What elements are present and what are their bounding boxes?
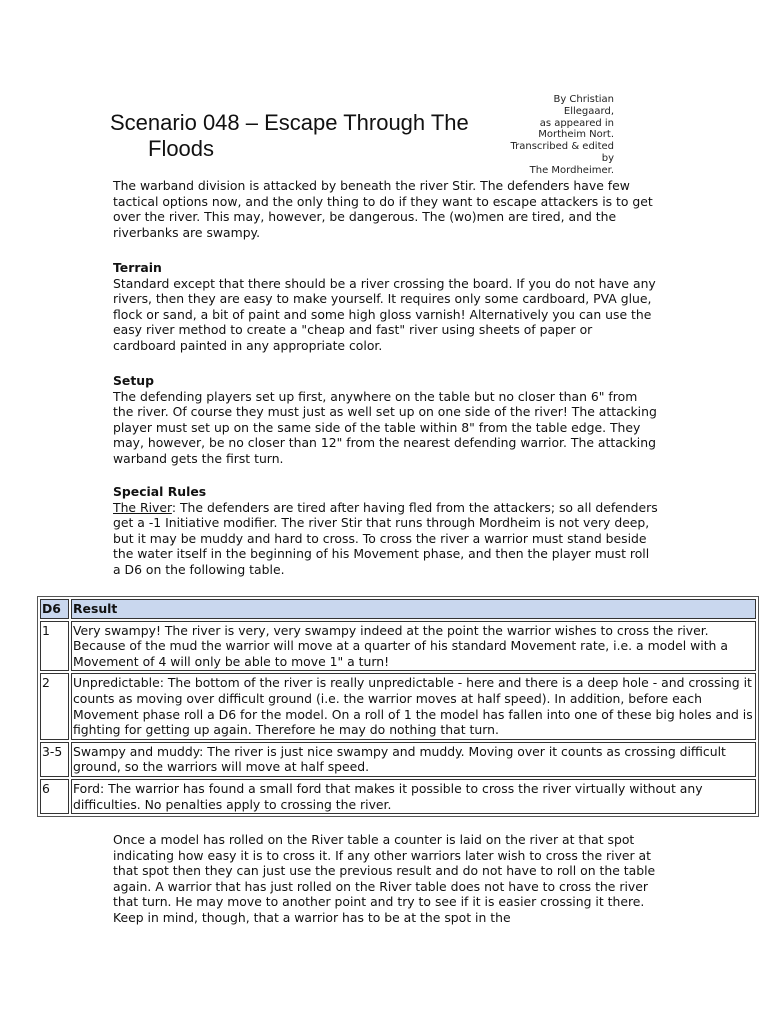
result-cell: Swampy and muddy: The river is just nice swampy and muddy. Moving over it counts as crossing difficult ground, so the warriors will move at half speed.: [71, 742, 756, 777]
table-row: [40, 673, 756, 739]
credit-line: as appeared in: [539, 117, 614, 129]
column-header-d6: D6: [40, 599, 69, 619]
special-rules-heading: Special Rules: [113, 484, 207, 499]
title-line-2: Floods: [148, 136, 215, 161]
intro-paragraph: The warband division is attacked by beneath the river Stir. The defenders have few tactical options now, and the only thing to do if they want to escape attackers is to get over the river. This may, however, be dangerous. The (wo)men are tired, and the riverbanks are swampy.: [113, 178, 653, 240]
closing-paragraph: Once a model has rolled on the River table a counter is laid on the river at that spot indicating how easy it is to cross it. If any other warriors later wish to cross the river at that spot then they can just use the previous result and do not have to roll on the table again. A warrior that has just rolled on the River table does not have to cross the river that turn. He may move to another point and try to see if it is easier crossing it there. Keep in mind, though, that a warrior has to be at the spot in the: [113, 832, 656, 925]
river-table-wrapper: [37, 596, 757, 817]
the-river-label: The River: [113, 499, 172, 515]
setup-heading: Setup: [113, 373, 154, 388]
special-rules-paragraph: [113, 500, 658, 578]
roll-cell: 2: [40, 673, 69, 739]
credit-line: Transcribed & edited: [510, 141, 614, 153]
title-line-1: Scenario 048 – Escape Through The: [110, 110, 469, 135]
setup-section: [113, 373, 658, 467]
table-header-row: [40, 599, 756, 619]
page-title: [110, 110, 510, 162]
river-table: [37, 596, 759, 817]
credit-line: Ellegaard,: [563, 105, 614, 117]
terrain-section: [113, 260, 658, 354]
closing-section: [113, 832, 658, 926]
credit-line: The Mordheimer.: [529, 164, 614, 176]
credit-line: By Christian: [553, 94, 614, 105]
roll-cell: 3-5: [40, 742, 69, 777]
roll-cell: 6: [40, 779, 69, 814]
roll-cell: 1: [40, 621, 69, 672]
table-row: [40, 742, 756, 777]
setup-paragraph: The defending players set up first, anywhere on the table but no closer than 6" from the river. Of course they must just as well set up on one side of the river! The attacking player must set up on the same side of the table within 8" from the table edge. They may, however, be no closer than 12" from the nearest defending warrior. The attacking warband gets the first turn.: [113, 388, 657, 466]
special-rules-section: [113, 484, 658, 578]
credit-line: Mortheim Nort.: [538, 129, 614, 141]
credit-line: by: [601, 152, 614, 164]
special-rules-text: : The defenders are tired after having fled from the attackers; so all defenders get a -1 Initiative modifier. The river Stir that runs through Mordheim is not very deep, but it may be muddy and hard to cross. To cross the river a warrior must stand beside the water itself in the beginning of his Movement phase, and then the player must roll a D6 on the following table.: [113, 499, 658, 577]
table-row: [40, 779, 756, 814]
result-cell: Very swampy! The river is very, very swampy indeed at the point the warrior wishes to cross the river. Because of the mud the warrior will move at a quarter of his standard Movement rate, i.e. a model with a Movement of 4 will only be able to move 1" a turn!: [71, 621, 756, 672]
author-credit: [500, 94, 614, 177]
terrain-heading: Terrain: [113, 260, 162, 275]
intro-section: [113, 178, 658, 240]
column-header-result: Result: [71, 599, 756, 619]
table-row: [40, 621, 756, 672]
terrain-paragraph: Standard except that there should be a river crossing the board. If you do not have any rivers, then they are easy to make yourself. It requires only some cardboard, PVA glue, flock or sand, a bit of paint and some high gloss varnish! Alternatively you can use the easy river method to create a "cheap and fast" river using sheets of paper or cardboard painted in any appropriate color.: [113, 275, 656, 353]
result-cell: Unpredictable: The bottom of the river is really unpredictable - here and there is a deep hole - and crossing it counts as moving over difficult ground (i.e. the warrior moves at half speed). In addition, before each Movement phase roll a D6 for the model. On a roll of 1 the model has fallen into one of these big holes and is fighting for getting up again. Therefore he may do nothing that turn.: [71, 673, 756, 739]
result-cell: Ford: The warrior has found a small ford that makes it possible to cross the river virtually without any difficulties. No penalties apply to crossing the river.: [71, 779, 756, 814]
